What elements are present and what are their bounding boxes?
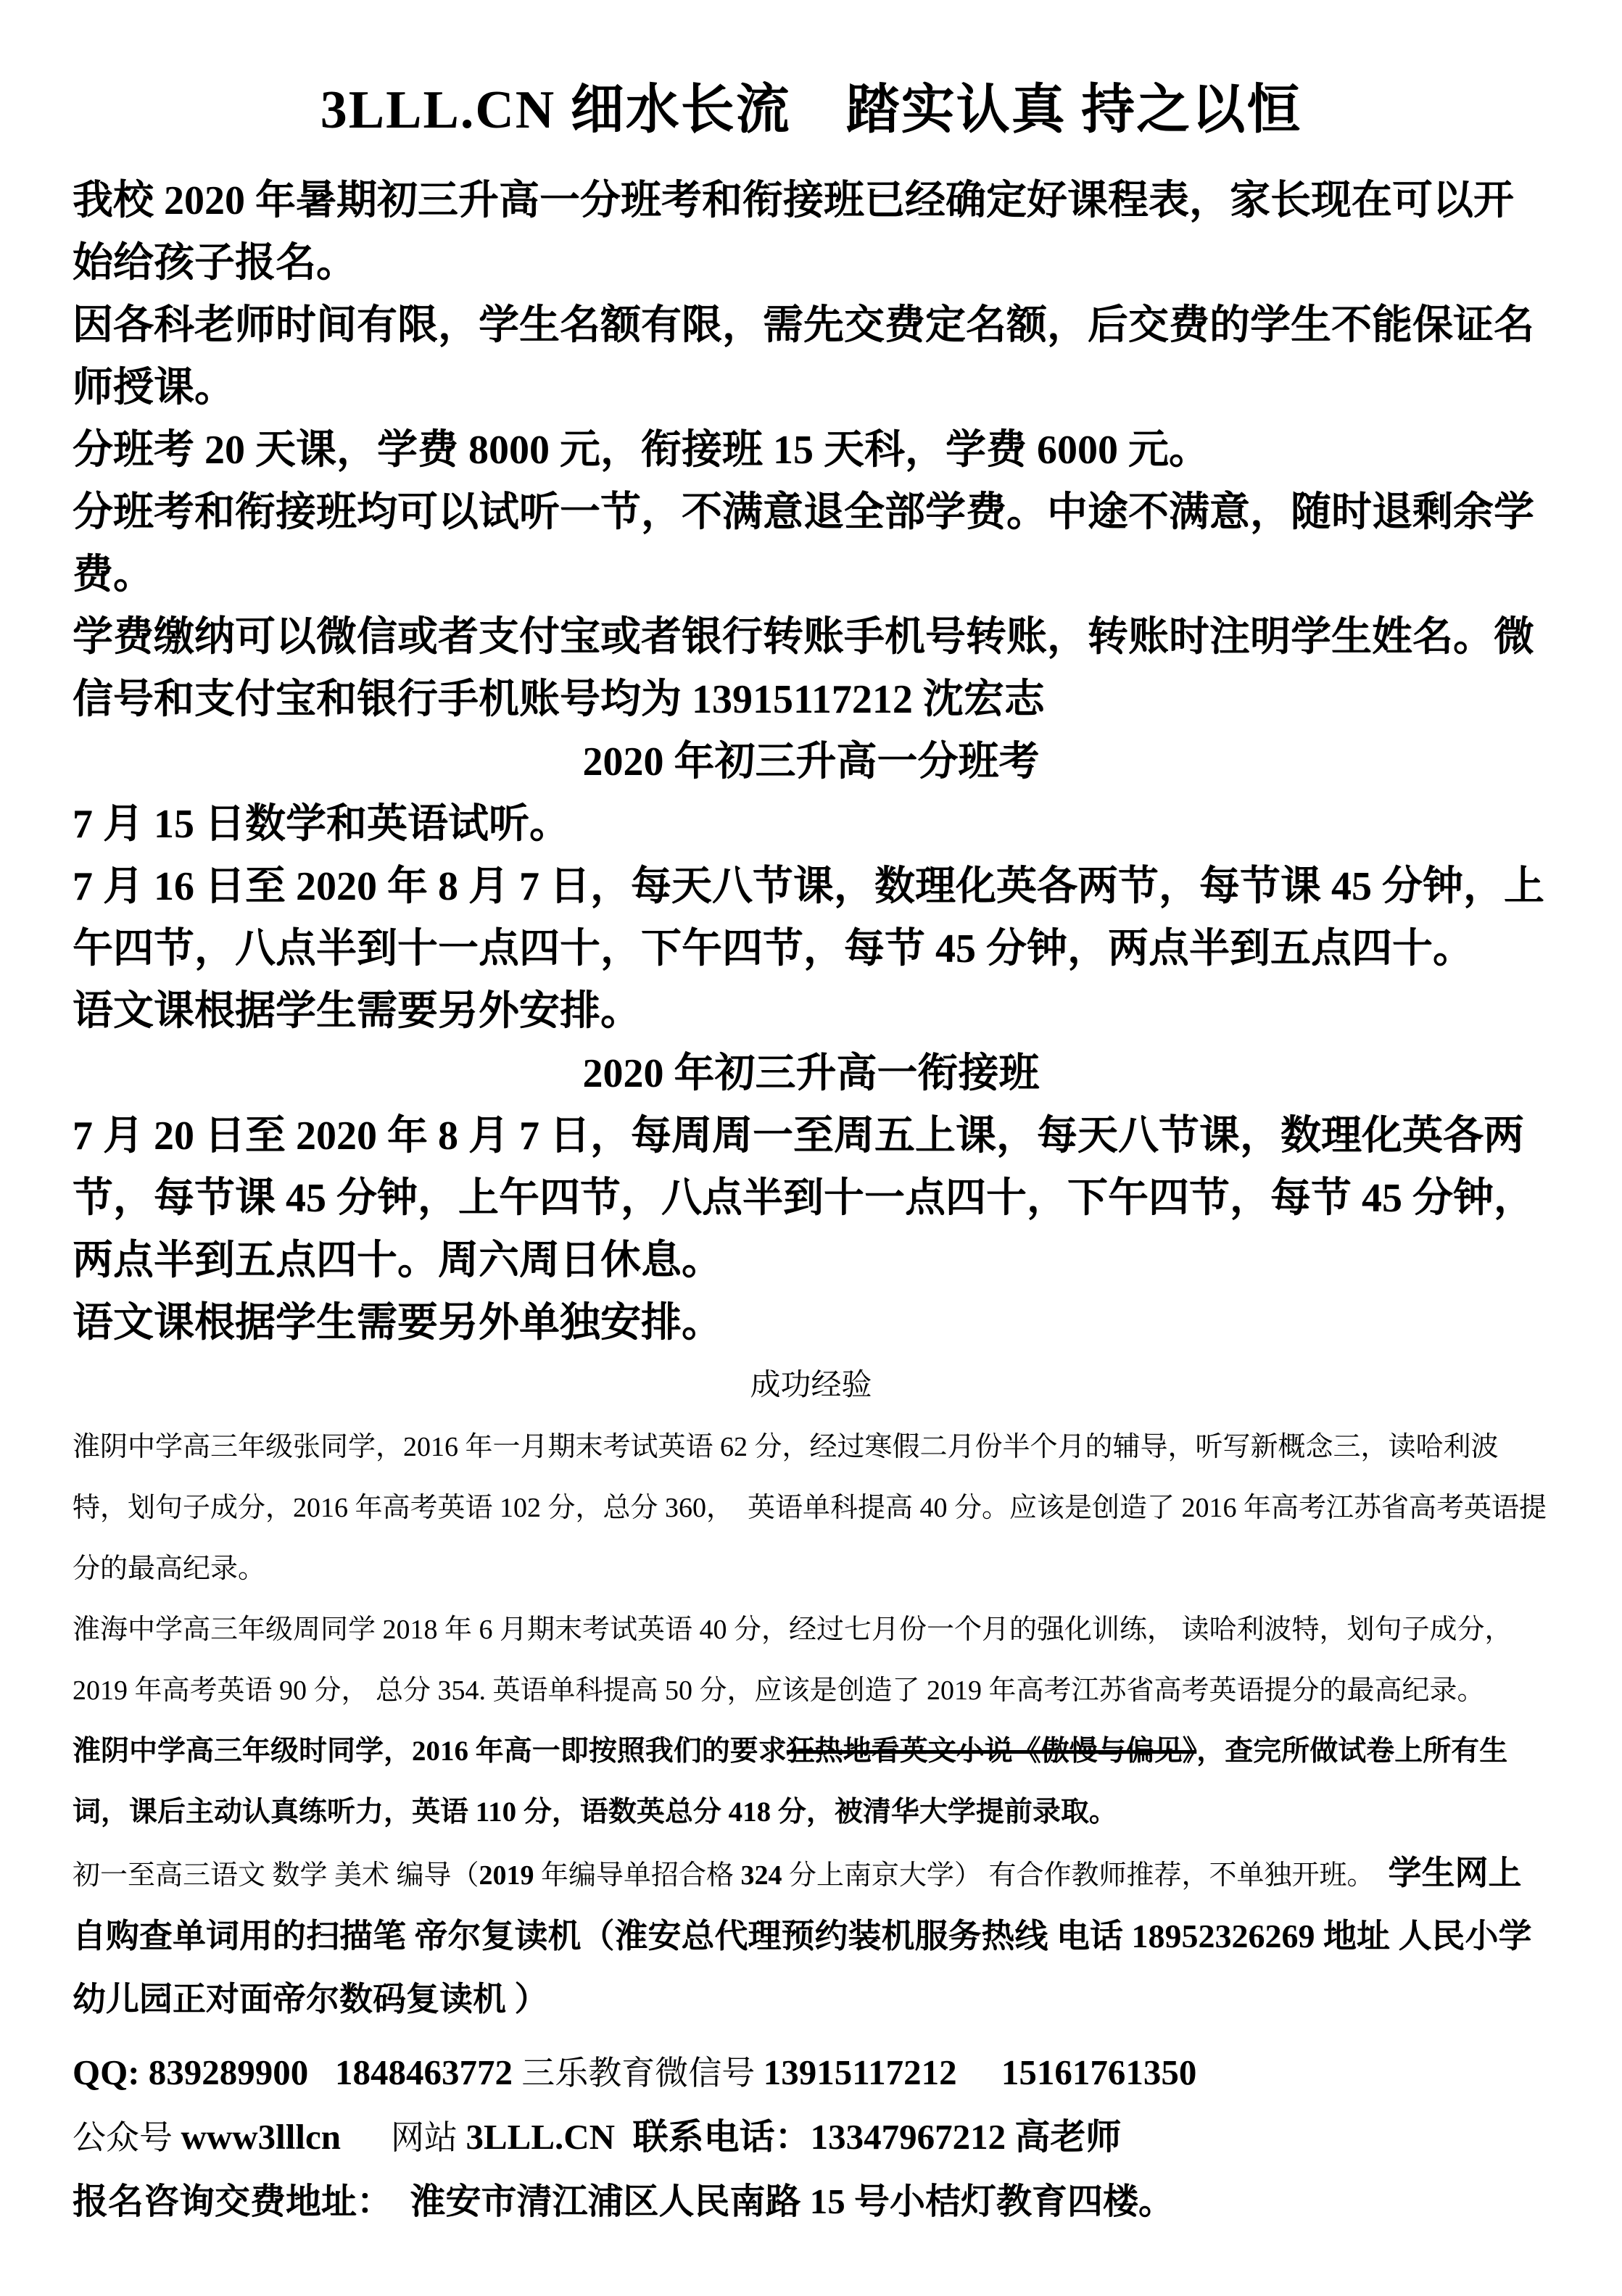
bridge-class-paragraph-2: 语文课根据学生需要另外单独安排。 [73,1301,722,1346]
qq-numbers: QQ: 839289900 1848463772 [73,2052,522,2092]
contact-section [73,2041,1549,2234]
success-story-3-strikethrough-text: 狂热地看英文小说《傲慢与偏见》 [786,1736,1197,1767]
intro-paragraph-3: 分班考 20 天课，学费 8000 元，衔接班 15 天科，学费 6000 元。 [73,428,1209,473]
placement-exam-heading: 2020 年初三升高一分班考 [582,739,1040,784]
phone-number-teacher: 13347967212 高老师 [810,2117,1122,2157]
courses-list-text-3: 分上南京大学） 有合作教师推荐，不单独开班。 [782,1860,1389,1891]
phone-label: 联系电话： [615,2117,811,2157]
courses-score-number: 324 [740,1860,782,1891]
bridge-class-paragraph-1: 7 月 20 日至 2020 年 8 月 7 日，每周周一至周五上课，每天八节课，数理化英各两节，每节课 45 分钟，上午四节，八点半到十一点四十，下午四节，每节 45 分钟，两点半到五点四十。周六周日休息。 [73,1114,1534,1283]
intro-paragraph-2: 因各科老师时间有限，学生名额有限，需先交费定名额，后交费的学生不能保证名师授课。 [73,303,1534,410]
intro-paragraph-5: 学费缴纳可以微信或者支付宝或者银行转账手机号转账，转账时注明学生姓名。微信号和支付宝和银行手机账号均为 13915117212 沈宏志 [73,615,1534,722]
official-account-id: www3lllcn [181,2117,341,2157]
success-story-3-text-before: 淮阴中学高三年级时同学，2016 年高一即按照我们的要求 [73,1736,787,1767]
placement-exam-paragraph-3: 语文课根据学生需要另外安排。 [73,989,641,1034]
wechat-numbers: 13915117212 15161761350 [763,2052,1197,2092]
success-heading: 成功经验 [750,1369,872,1402]
registration-address-line: 报名咨询交费地址： 淮安市清江浦区人民南路 15 号小桔灯教育四楼。 [73,2181,1175,2221]
intro-paragraph-4: 分班考和衔接班均可以试听一节，不满意退全部学费。中途不满意，随时退剩余学费。 [73,490,1534,597]
qq-contact-line [73,2041,1549,2105]
bridge-class-heading: 2020 年初三升高一衔接班 [582,1051,1040,1096]
placement-exam-paragraph-2: 7 月 16 日至 2020 年 8 月 7 日，每天八节课，数理化英各两节，每节课 45 分钟，上午四节，八点半到十一点四十，下午四节，每节 45 分钟，两点半到五点四十。 [73,864,1544,971]
courses-and-products-paragraph [73,1843,1549,2032]
success-story-3-text-after: ，查完所做试卷上所有生词，课后主动认真练听力，英语 110 分，语数英总分 418 分，被清华大学提前录取。 [73,1736,1508,1828]
page-title: 3LLL.CN 细水长流 踏实认真 持之以恒 [320,80,1302,140]
official-account-label: 公众号 [73,2119,181,2156]
website-label: 网站 [341,2119,466,2156]
web-contact-line [73,2105,1549,2170]
courses-list-text: 初一至高三语文 数学 美术 编导（ [73,1860,479,1891]
scanner-pen-repeater-text: 学生网上自购查单词用的扫描笔 帝尔复读机（淮安总代理预约装机服务热线 电话 18952326269 地址 人民小学幼儿园正对面帝尔数码复读机 ） [73,1854,1532,2018]
courses-list-text-2: 年编导单招合格 [534,1860,741,1891]
website-url: 3LLL.CN [466,2117,616,2157]
placement-exam-paragraph-1: 7 月 15 日数学和英语试听。 [73,802,570,847]
intro-paragraph-1: 我校 2020 年暑期初三升高一分班考和衔接班已经确定好课程表，家长现在可以开始给孩子报名。 [73,178,1514,286]
success-story-3 [73,1721,1549,1843]
courses-year-number: 2019 [479,1860,534,1891]
success-story-1: 淮阴中学高三年级张同学，2016 年一月期末考试英语 62 分，经过寒假二月份半个月的辅导，听写新概念三，读哈利波特，划句子成分，2016 年高考英语 102 分，总分 360， 英语单科提高 40 分。应该是创造了 2016 年高考江苏省高考英语提分的最高纪录。 [73,1432,1547,1584]
wechat-label: 三乐教育微信号 [521,2055,764,2092]
success-story-2: 淮海中学高三年级周同学 2018 年 6 月期末考试英语 40 分，经过七月份一个月的强化训练， 读哈利波特，划句子成分，2019 年高考英语 90 分， 总分 354. 英语单科提高 50 分，应该是创造了 2019 年高考江苏省高考英语提分的最高纪录。 [73,1615,1513,1706]
